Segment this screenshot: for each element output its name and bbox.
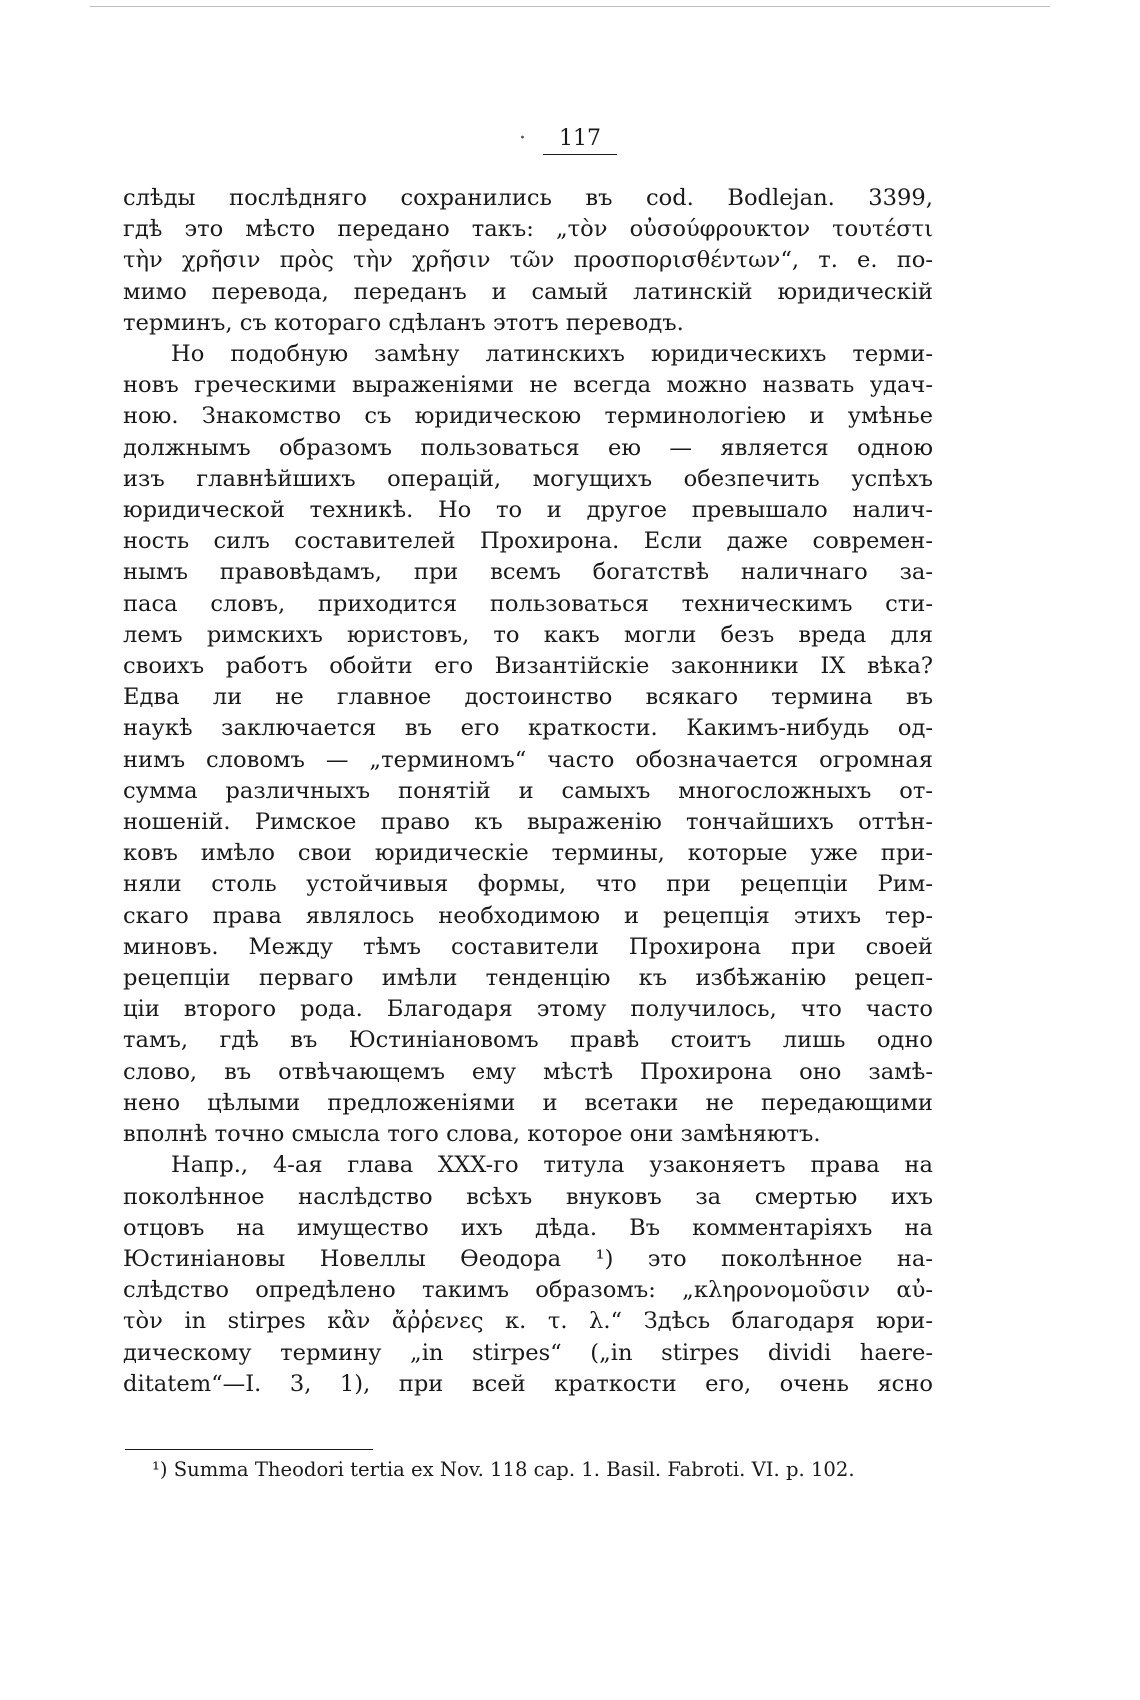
text-line: мимо перевода, переданъ и самый латинскій юридическій <box>123 278 933 305</box>
paragraph-start-line: Напр., 4-ая глава XXX-го титула узаконяетъ права на <box>171 1152 933 1179</box>
text-line: сумма различныхъ понятій и самыхъ многосложныхъ от- <box>123 777 933 804</box>
page-header <box>0 126 1140 155</box>
footnote-separator <box>125 1449 373 1450</box>
text-line: должнымъ образомъ пользоваться ею — является одною <box>123 434 933 461</box>
text-line: поколѣнное наслѣдство всѣхъ внуковъ за смертью ихъ <box>123 1183 933 1210</box>
text-line: изъ главнѣйшихъ операцій, могущихъ обезпечить успѣхъ <box>123 465 933 492</box>
text-line: ditatem“—I. 3, 1), при всей краткости его, очень ясно <box>123 1370 933 1397</box>
text-line: новъ греческими выраженіями не всегда можно назвать удач- <box>123 372 933 399</box>
text-line: слѣдство опредѣлено такимъ образомъ: „κληρονομοῦσιν αὐ- <box>123 1277 933 1304</box>
text-line: терминъ, съ котораго сдѣланъ этотъ переводъ. <box>123 309 684 336</box>
text-line: лемъ римскихъ юристовъ, то какъ могли безъ вреда для <box>123 621 933 648</box>
text-line: ность силъ составителей Прохирона. Если даже современ- <box>123 528 933 555</box>
text-line: тамъ, гдѣ въ Юстиніановомъ правѣ стоитъ лишь одно <box>123 1027 933 1054</box>
text-line: своихъ работъ обойти его Византійскіе законники IX вѣка? <box>123 653 933 680</box>
text-line: миновъ. Между тѣмъ составители Прохирона при своей <box>123 933 933 960</box>
text-line: Едва ли не главное достоинство всякаго термина въ <box>123 684 933 711</box>
text-line: отцовъ на имущество ихъ дѣда. Въ комментаріяхъ на <box>123 1214 933 1241</box>
text-line: нено цѣлыми предложеніями и всетаки не передающими <box>123 1089 933 1116</box>
text-line: рецепціи перваго имѣли тенденцію къ избѣжанію рецеп- <box>123 965 933 992</box>
body-text <box>123 183 933 1400</box>
text-line: нымъ правовѣдамъ, при всемъ богатствѣ наличнаго за- <box>123 559 933 586</box>
text-line: слѣды послѣдняго сохранились въ cod. Bodlejan. 3399, <box>123 185 933 211</box>
text-line: скаго права являлось необходимою и рецепція этихъ тер- <box>123 902 933 929</box>
footnote: ¹) Summa Theodori tertia ex Nov. 118 cap. 1. Basil. Fabroti. VI. p. 102. <box>152 1458 855 1481</box>
text-line: ціи второго рода. Благодаря этому получилось, что часто <box>123 996 933 1023</box>
text-line: наукѣ заключается въ его краткости. Какимъ-нибудь од- <box>123 715 933 742</box>
text-line: ною. Знакомство съ юридическою терминологіею и умѣнье <box>123 403 933 430</box>
text-line: нимъ словомъ — „терминомъ“ часто обозначается огромная <box>123 746 933 773</box>
text-line: паса словъ, приходится пользоваться техническимъ сти- <box>123 590 933 617</box>
text-line: ношеній. Римское право къ выраженію тончайшихъ оттѣн- <box>123 809 933 836</box>
text-line: ковъ имѣло свои юридическіе термины, которые уже при- <box>123 840 933 867</box>
text-line: слово, въ отвѣчающемъ ему мѣстѣ Прохирона оно замѣ- <box>123 1058 933 1085</box>
text-line: τὸν in stirpes κἂν ἄῤῥενες κ. τ. λ.“ Здѣсь благодаря юри- <box>123 1308 933 1335</box>
text-line: юридической техникѣ. Но то и другое превышало налич- <box>123 497 933 524</box>
paragraph-start-line: Но подобную замѣну латинскихъ юридическихъ терми- <box>171 341 933 368</box>
text-line: дическому термину „in stirpes“ („in stirpes dividi haere- <box>123 1339 933 1366</box>
text-line: τὴν χρῆσιν πρὸς τὴν χρῆσιν τῶν προσπορισθέντων“, т. е. по- <box>123 247 933 274</box>
text-line: Юстиніановы Новеллы Өеодора ¹) это поколѣнное на- <box>123 1245 933 1272</box>
text-line: няли столь устойчивыя формы, что при рецепціи Рим- <box>123 871 933 898</box>
top-edge-rule <box>90 6 1050 7</box>
text-line: вполнѣ точно смысла того слова, которое они замѣняютъ. <box>123 1121 821 1148</box>
page-number: · 117 <box>543 126 617 155</box>
text-line: гдѣ это мѣсто передано такъ: „τὸν οὐσούφρουκτον τουτέστι <box>123 216 933 243</box>
